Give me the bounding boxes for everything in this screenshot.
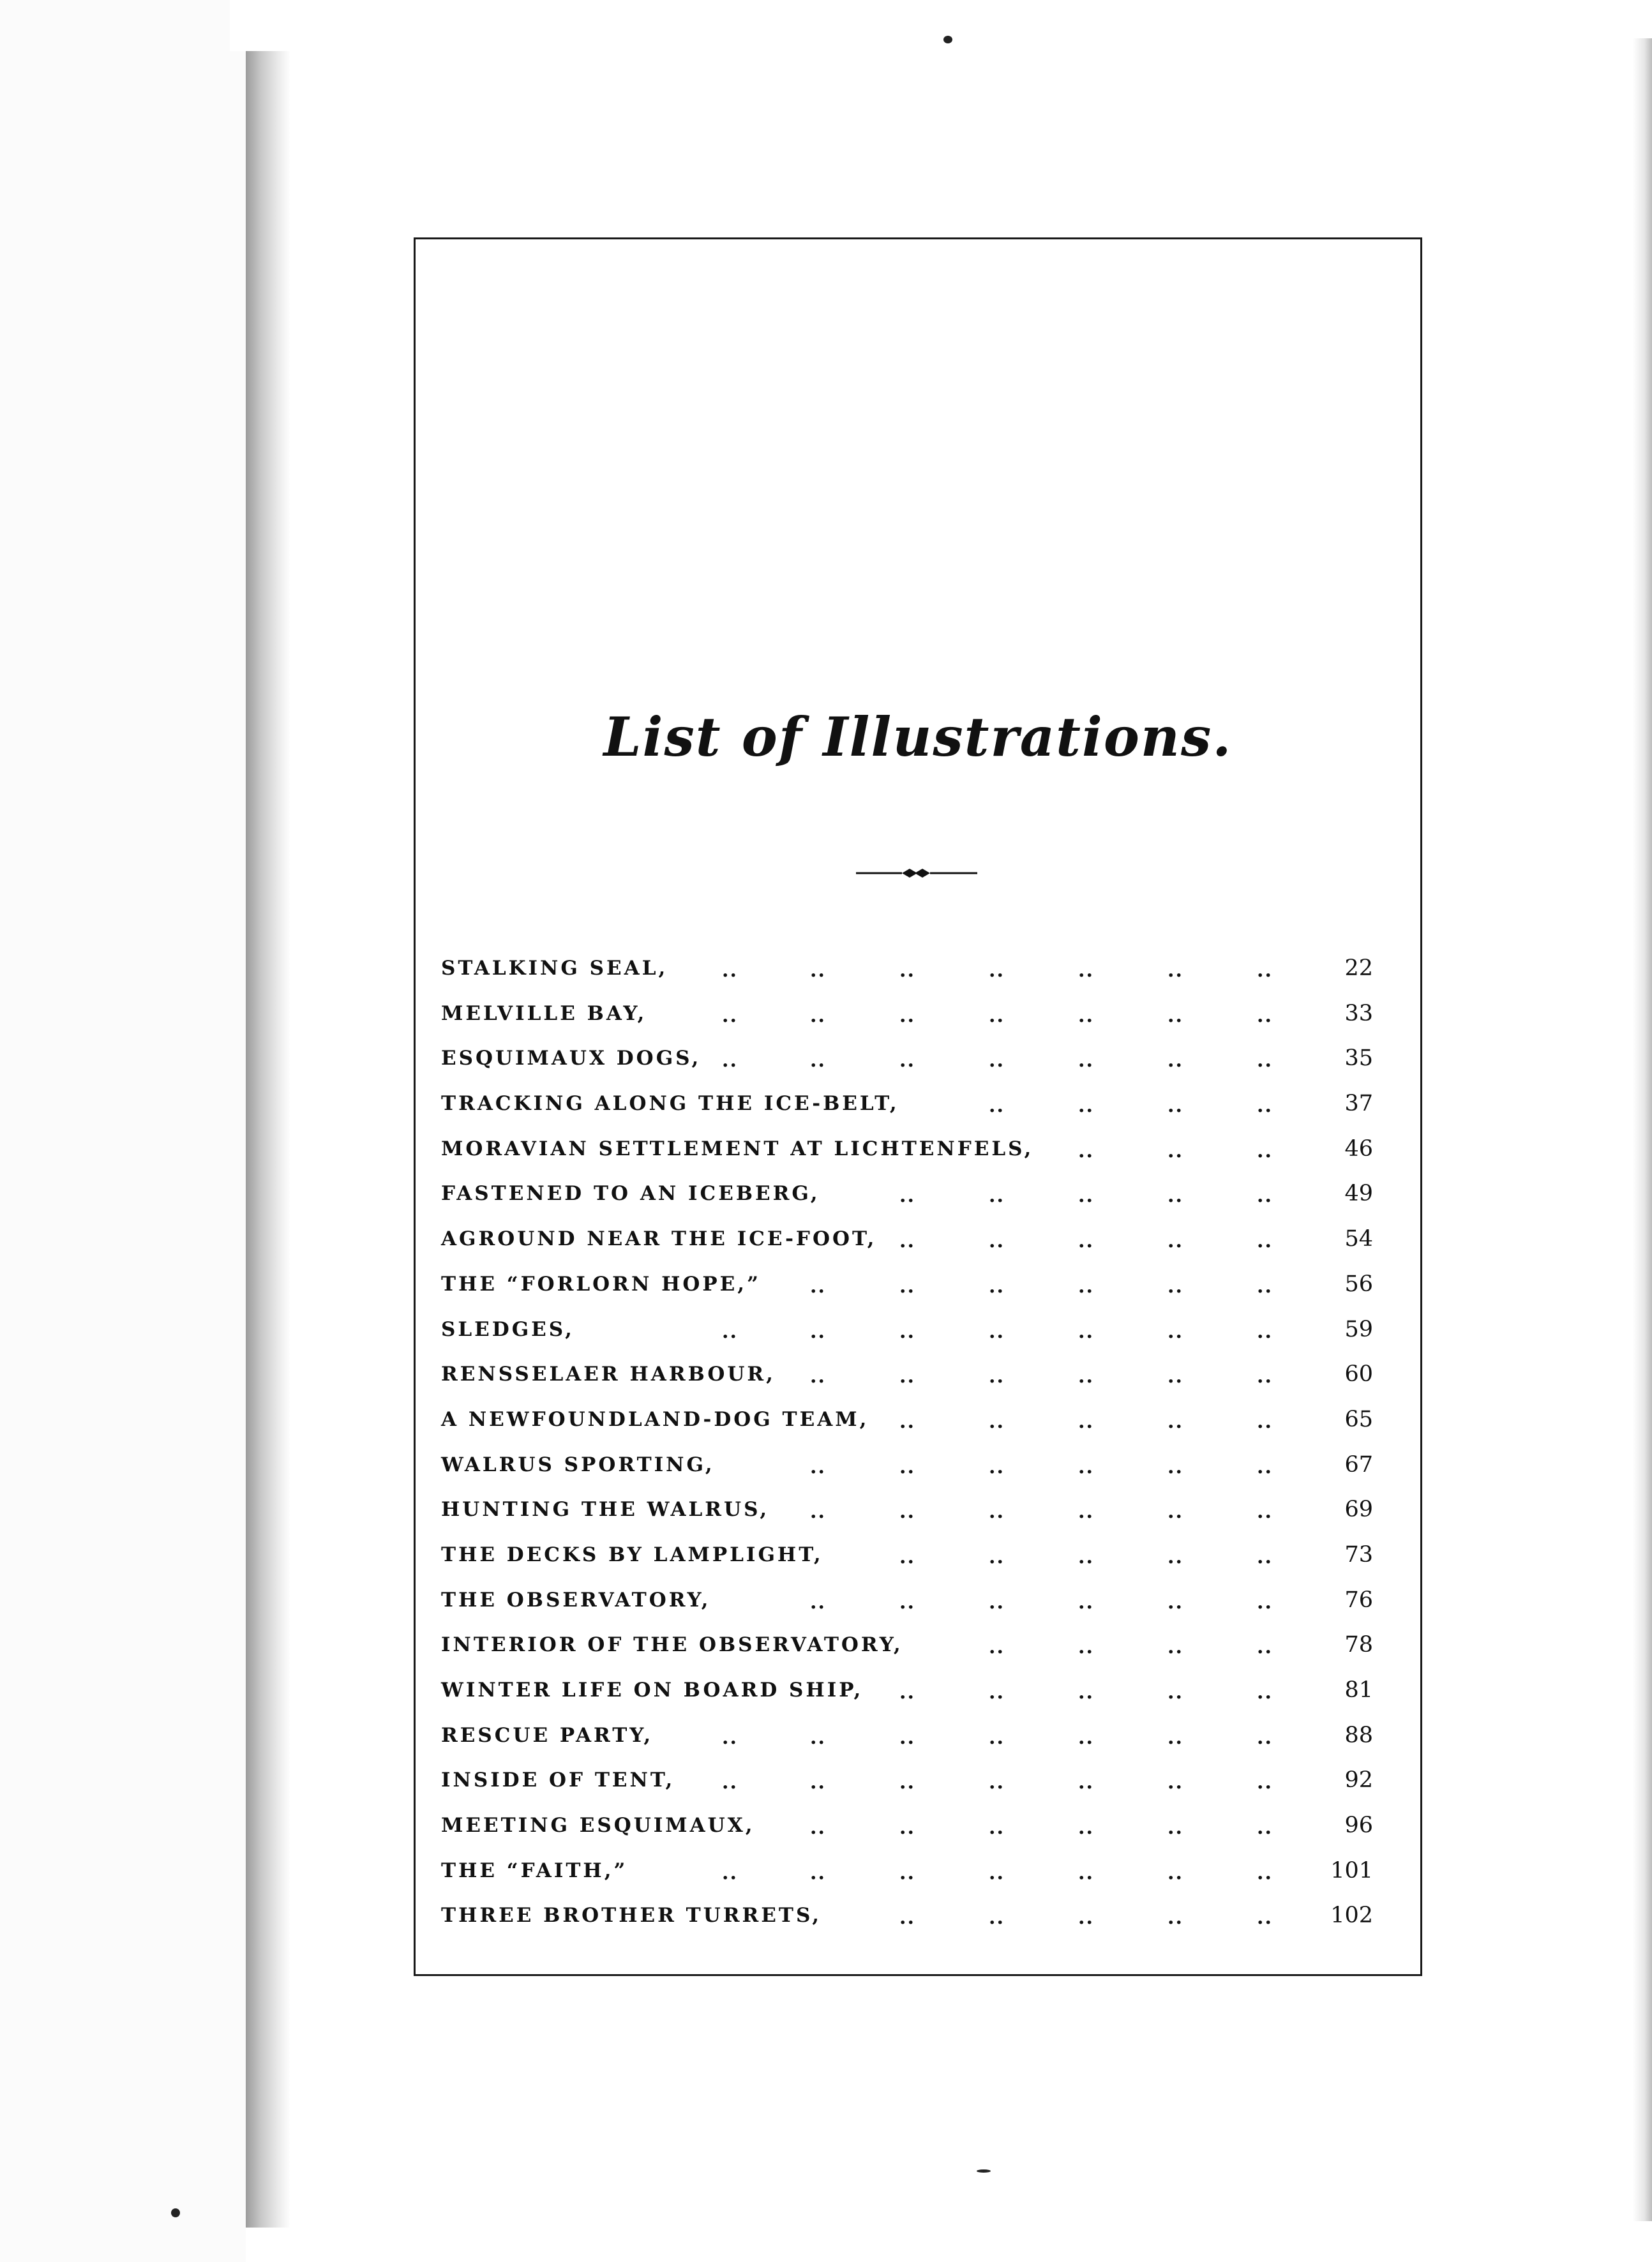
- dot-leader: ··: [810, 1866, 826, 1889]
- dot-leader: ··: [1168, 1912, 1183, 1935]
- page-number: 60: [1344, 1361, 1373, 1388]
- illustration-title: MELVILLE BAY,: [441, 1001, 647, 1025]
- dot-leader: ··: [1257, 1009, 1273, 1032]
- dot-leader: ··: [810, 1280, 826, 1303]
- dot-leader: ··: [810, 1776, 826, 1799]
- list-item: [441, 1720, 1373, 1765]
- dot-leader: ··: [1257, 1415, 1273, 1438]
- dot-leader: ··: [810, 1054, 826, 1077]
- illustration-title: THE “FAITH,”: [441, 1859, 628, 1882]
- list-item: [441, 1224, 1373, 1269]
- dust-speck: [943, 36, 952, 43]
- list-item: [441, 1855, 1373, 1901]
- page-number: 76: [1344, 1587, 1373, 1613]
- dot-leader: ··: [899, 1912, 915, 1935]
- dot-leader: ··: [899, 1596, 915, 1619]
- dot-leader: ··: [899, 1054, 915, 1077]
- page-number: 56: [1344, 1271, 1373, 1297]
- dot-leader: ··: [810, 964, 826, 987]
- list-item: [441, 1675, 1373, 1720]
- dot-leader: ··: [899, 1235, 915, 1258]
- gutter-top-gap: [230, 0, 300, 51]
- dot-leader: ··: [1078, 1009, 1094, 1032]
- list-item: [441, 1359, 1373, 1404]
- dot-leader: ··: [1078, 964, 1094, 987]
- dot-leader: ··: [1168, 1596, 1183, 1619]
- facing-page: [0, 0, 246, 2262]
- page-number: 65: [1344, 1406, 1373, 1432]
- dot-leader: ··: [1257, 1280, 1273, 1303]
- dot-leader: ··: [1168, 1054, 1183, 1077]
- dot-leader: ··: [722, 1731, 738, 1754]
- dot-leader: ··: [1257, 1370, 1273, 1393]
- dot-leader: ··: [1078, 1280, 1094, 1303]
- list-item: [441, 1449, 1373, 1495]
- dot-leader: ··: [1168, 964, 1183, 987]
- dot-leader: ··: [1078, 1190, 1094, 1213]
- dot-leader: ··: [989, 1866, 1005, 1889]
- illustration-title: RESCUE PARTY,: [441, 1723, 654, 1747]
- dot-leader: ··: [989, 1776, 1005, 1799]
- page-title: List of Illustrations.: [603, 705, 1233, 768]
- dot-leader: ··: [1168, 1686, 1183, 1709]
- dot-leader: ··: [810, 1506, 826, 1529]
- dot-leader: ··: [899, 964, 915, 987]
- illustration-title: ESQUIMAUX DOGS,: [441, 1047, 702, 1070]
- list-item: [441, 1178, 1373, 1224]
- dot-leader: ··: [722, 964, 738, 987]
- dot-leader: ··: [899, 1550, 915, 1573]
- dot-leader: ··: [1078, 1776, 1094, 1799]
- dot-leader: ··: [1078, 1054, 1094, 1077]
- dot-leader: ··: [810, 1325, 826, 1348]
- dot-leader: ··: [899, 1370, 915, 1393]
- list-item: [441, 1314, 1373, 1359]
- dot-leader: ··: [810, 1731, 826, 1754]
- dot-leader: ··: [1257, 1822, 1273, 1845]
- dot-leader: ··: [810, 1822, 826, 1845]
- dust-speck: [977, 2169, 991, 2173]
- dot-leader: ··: [899, 1280, 915, 1303]
- dot-leader: ··: [1078, 1325, 1094, 1348]
- dot-leader: ··: [1168, 1235, 1183, 1258]
- list-item: [441, 1900, 1373, 1945]
- dot-leader: ··: [989, 1460, 1005, 1483]
- illustration-title: INSIDE OF TENT,: [441, 1769, 675, 1792]
- dot-leader: ··: [810, 1596, 826, 1619]
- dot-leader: ··: [989, 1325, 1005, 1348]
- dot-leader: ··: [989, 1822, 1005, 1845]
- dot-leader: ··: [1168, 1550, 1183, 1573]
- dot-leader: ··: [1257, 964, 1273, 987]
- dot-leader: ··: [1078, 1641, 1094, 1664]
- dot-leader: ··: [1078, 1912, 1094, 1935]
- dot-leader: ··: [989, 1100, 1005, 1123]
- dot-leader: ··: [722, 1325, 738, 1348]
- dust-speck: [171, 2208, 180, 2217]
- dot-leader: ··: [722, 1054, 738, 1077]
- dot-leader: ··: [1078, 1686, 1094, 1709]
- page-number: 35: [1344, 1045, 1373, 1072]
- page-number: 78: [1344, 1632, 1373, 1658]
- dot-leader: ··: [1168, 1776, 1183, 1799]
- dot-leader: ··: [722, 1776, 738, 1799]
- dot-leader: ··: [899, 1190, 915, 1213]
- dot-leader: ··: [1078, 1235, 1094, 1258]
- dot-leader: ··: [989, 1370, 1005, 1393]
- list-item: [441, 953, 1373, 998]
- dot-leader: ··: [1257, 1731, 1273, 1754]
- illustrations-list: [441, 953, 1373, 1945]
- list-item: [441, 1134, 1373, 1179]
- dot-leader: ··: [1257, 1325, 1273, 1348]
- dot-leader: ··: [989, 1009, 1005, 1032]
- dot-leader: ··: [1257, 1776, 1273, 1799]
- illustration-title: THREE BROTHER TURRETS,: [441, 1904, 822, 1928]
- dot-leader: ··: [1078, 1460, 1094, 1483]
- dot-leader: ··: [1168, 1009, 1183, 1032]
- list-item: [441, 1088, 1373, 1134]
- illustrations-plate: [414, 237, 1422, 1976]
- illustration-title: MEETING ESQUIMAUX,: [441, 1814, 755, 1838]
- dot-leader: ··: [989, 1054, 1005, 1077]
- list-item: [441, 1539, 1373, 1585]
- dot-leader: ··: [989, 1596, 1005, 1619]
- illustration-title: WALRUS SPORTING,: [441, 1453, 715, 1476]
- illustration-title: AGROUND NEAR THE ICE-FOOT,: [441, 1227, 877, 1251]
- list-item: [441, 1585, 1373, 1630]
- dot-leader: ··: [899, 1460, 915, 1483]
- dot-leader: ··: [989, 1731, 1005, 1754]
- page-number: 54: [1344, 1226, 1373, 1252]
- dot-leader: ··: [1168, 1641, 1183, 1664]
- list-item: [441, 1629, 1373, 1675]
- dot-leader: ··: [1078, 1144, 1094, 1167]
- list-item: [441, 1765, 1373, 1810]
- illustration-title: A NEWFOUNDLAND-DOG TEAM,: [441, 1407, 869, 1431]
- illustration-title: TRACKING ALONG THE ICE-BELT,: [441, 1092, 899, 1116]
- dot-leader: ··: [1168, 1370, 1183, 1393]
- dot-leader: ··: [1168, 1460, 1183, 1483]
- page-number: 33: [1344, 1000, 1373, 1026]
- dot-leader: ··: [1078, 1415, 1094, 1438]
- dot-leader: ··: [1257, 1912, 1273, 1935]
- page-number: 37: [1344, 1091, 1373, 1117]
- dot-leader: ··: [1078, 1822, 1094, 1845]
- dot-leader: ··: [899, 1866, 915, 1889]
- dot-leader: ··: [989, 1190, 1005, 1213]
- dot-leader: ··: [1078, 1596, 1094, 1619]
- illustration-title: RENSSELAER HARBOUR,: [441, 1363, 776, 1386]
- illustration-title: HUNTING THE WALRUS,: [441, 1498, 770, 1522]
- page-edge-shadow: [1633, 38, 1652, 2221]
- illustration-title: FASTENED TO AN ICEBERG,: [441, 1182, 820, 1206]
- page-number: 59: [1344, 1316, 1373, 1342]
- dot-leader: ··: [1257, 1460, 1273, 1483]
- dot-leader: ··: [899, 1415, 915, 1438]
- page-number: 102: [1330, 1903, 1373, 1929]
- dot-leader: ··: [1168, 1190, 1183, 1213]
- illustration-title: SLEDGES,: [441, 1317, 574, 1341]
- dot-leader: ··: [1168, 1866, 1183, 1889]
- illustration-title: THE DECKS BY LAMPLIGHT,: [441, 1543, 823, 1566]
- dot-leader: ··: [1257, 1641, 1273, 1664]
- dot-leader: ··: [722, 1009, 738, 1032]
- dot-leader: ··: [1168, 1144, 1183, 1167]
- dot-leader: ··: [1257, 1100, 1273, 1123]
- dot-leader: ··: [1257, 1596, 1273, 1619]
- illustration-title: THE “FORLORN HOPE,”: [441, 1272, 761, 1296]
- page-number: 46: [1344, 1135, 1373, 1162]
- dot-leader: ··: [810, 1009, 826, 1032]
- dot-leader: ··: [899, 1686, 915, 1709]
- list-item: [441, 1043, 1373, 1088]
- dot-leader: ··: [989, 1912, 1005, 1935]
- page-number: 92: [1344, 1767, 1373, 1794]
- dot-leader: ··: [810, 1460, 826, 1483]
- dot-leader: ··: [989, 1235, 1005, 1258]
- dot-leader: ··: [1257, 1686, 1273, 1709]
- dot-leader: ··: [899, 1822, 915, 1845]
- dot-leader: ··: [1257, 1190, 1273, 1213]
- dot-leader: ··: [1257, 1144, 1273, 1167]
- dot-leader: ··: [722, 1866, 738, 1889]
- dot-leader: ··: [1078, 1731, 1094, 1754]
- dot-leader: ··: [989, 1415, 1005, 1438]
- list-item: [441, 1404, 1373, 1449]
- dot-leader: ··: [1168, 1731, 1183, 1754]
- dot-leader: ··: [989, 1550, 1005, 1573]
- list-item: [441, 1494, 1373, 1539]
- dot-leader: ··: [989, 964, 1005, 987]
- page-number: 88: [1344, 1722, 1373, 1748]
- dot-leader: ··: [899, 1506, 915, 1529]
- dot-leader: ··: [1168, 1280, 1183, 1303]
- dot-leader: ··: [1168, 1100, 1183, 1123]
- page-number: 81: [1344, 1677, 1373, 1703]
- dot-leader: ··: [1168, 1325, 1183, 1348]
- illustration-title: WINTER LIFE ON BOARD SHIP,: [441, 1679, 864, 1702]
- page-number: 96: [1344, 1813, 1373, 1839]
- dot-leader: ··: [1168, 1822, 1183, 1845]
- illustration-title: MORAVIAN SETTLEMENT AT LICHTENFELS,: [441, 1137, 1034, 1160]
- dot-leader: ··: [989, 1641, 1005, 1664]
- illustration-title: THE OBSERVATORY,: [441, 1588, 711, 1612]
- binding-gutter: [246, 45, 290, 2228]
- dot-leader: ··: [989, 1686, 1005, 1709]
- list-item: [441, 998, 1373, 1044]
- page-number: 69: [1344, 1497, 1373, 1523]
- dot-leader: ··: [1078, 1550, 1094, 1573]
- dot-leader: ··: [899, 1325, 915, 1348]
- dot-leader: ··: [1168, 1506, 1183, 1529]
- page-number: 101: [1330, 1857, 1373, 1884]
- dot-leader: ··: [989, 1280, 1005, 1303]
- page-number: 67: [1344, 1451, 1373, 1478]
- ornament-rule-icon: [856, 867, 977, 880]
- page-number: 49: [1344, 1181, 1373, 1207]
- illustration-title: INTERIOR OF THE OBSERVATORY,: [441, 1633, 903, 1657]
- dot-leader: ··: [899, 1776, 915, 1799]
- illustration-title: STALKING SEAL,: [441, 957, 668, 980]
- list-item: [441, 1810, 1373, 1855]
- dot-leader: ··: [1257, 1054, 1273, 1077]
- dot-leader: ··: [1078, 1100, 1094, 1123]
- page-number: 22: [1344, 955, 1373, 981]
- dot-leader: ··: [1078, 1506, 1094, 1529]
- dot-leader: ··: [1257, 1235, 1273, 1258]
- page-number: 73: [1344, 1541, 1373, 1568]
- dot-leader: ··: [1078, 1866, 1094, 1889]
- dot-leader: ··: [1078, 1370, 1094, 1393]
- dot-leader: ··: [1257, 1550, 1273, 1573]
- list-item: [441, 1269, 1373, 1314]
- dot-leader: ··: [989, 1506, 1005, 1529]
- dot-leader: ··: [1168, 1415, 1183, 1438]
- dot-leader: ··: [1257, 1506, 1273, 1529]
- dot-leader: ··: [810, 1370, 826, 1393]
- dot-leader: ··: [899, 1009, 915, 1032]
- dot-leader: ··: [1257, 1866, 1273, 1889]
- dot-leader: ··: [899, 1731, 915, 1754]
